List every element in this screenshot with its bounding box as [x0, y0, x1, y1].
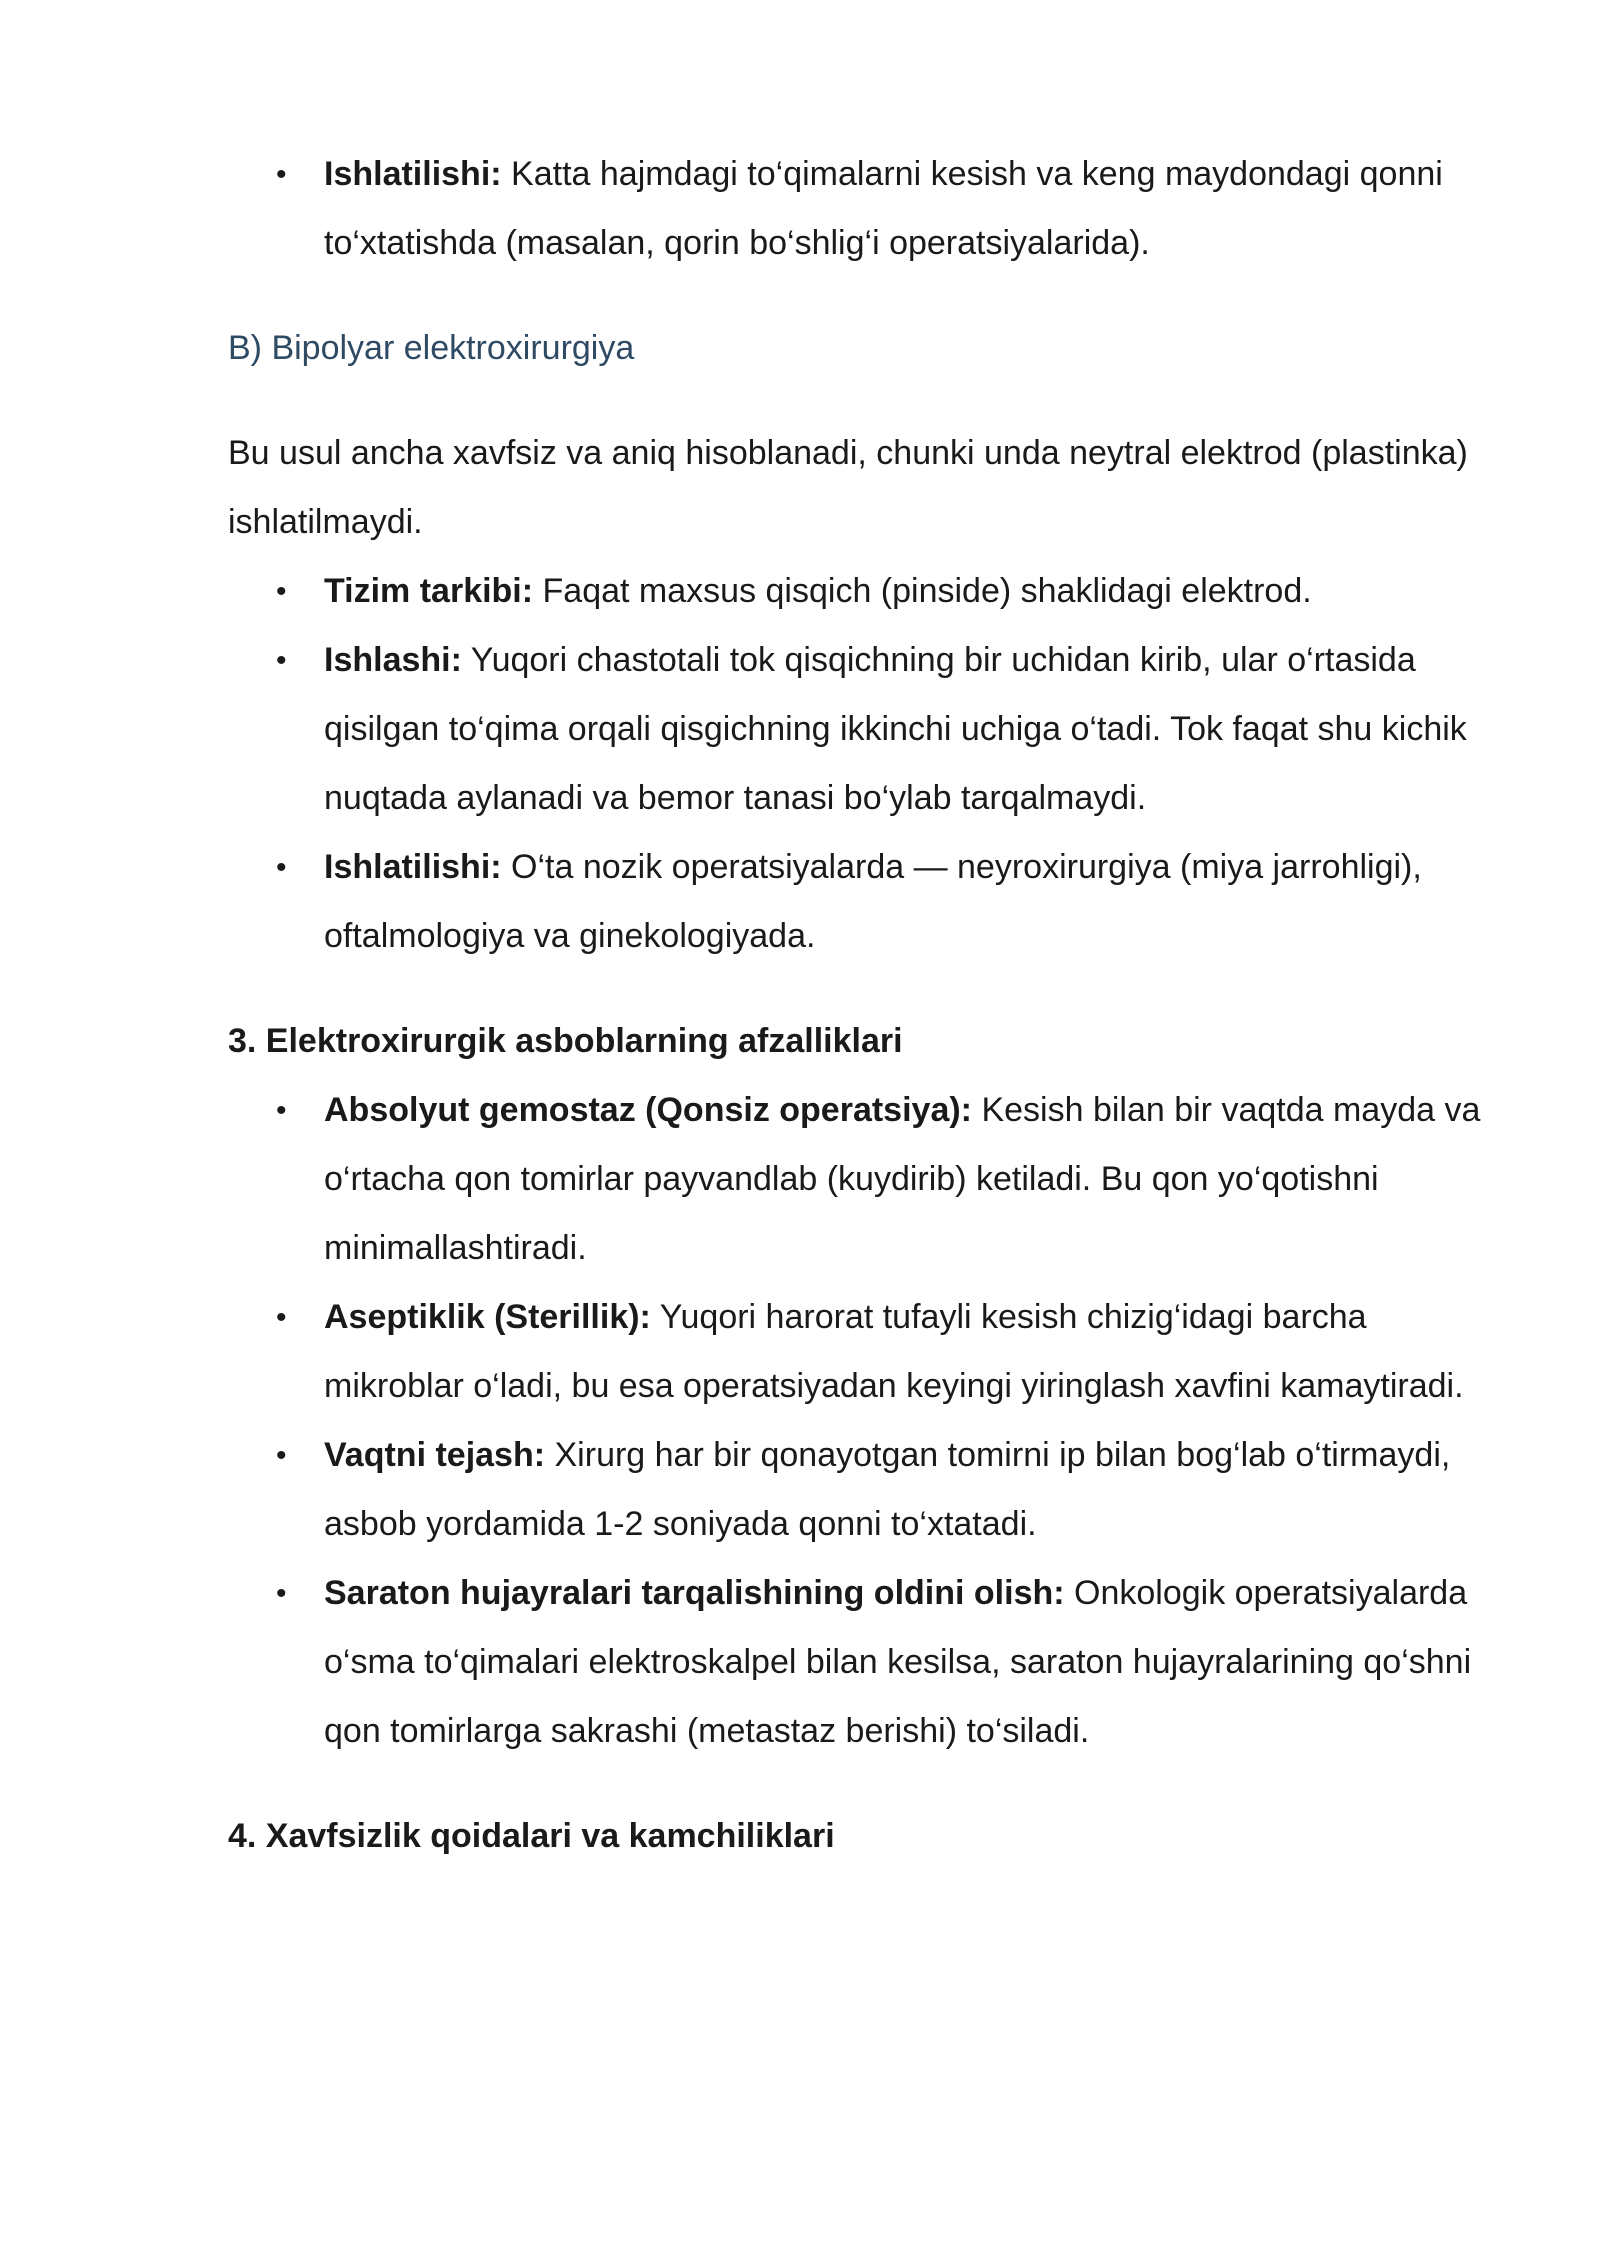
list-item	[228, 626, 1490, 833]
bullet-marker: •	[276, 1094, 287, 1127]
bullet-marker: •	[276, 851, 287, 884]
list-item-text: Katta hajmdagi to‘qimalarni kesish va keng maydondagi qonni to‘xtatishda (masalan, qorin bo‘shlig‘i operatsiyalarida).	[324, 155, 1443, 262]
subheading-bipolar: B) Bipolyar elektroxirurgiya	[228, 329, 635, 367]
list-item-term: Vaqtni tejash:	[324, 1436, 546, 1474]
bullet-marker: •	[276, 1577, 287, 1610]
list-item-text: Yuqori chastotali tok qisqichning bir uchidan kirib, ular o‘rtasida qisilgan to‘qima orqali qisgichning ikkinchi uchiga o‘tadi. Tok faqat shu kichik nuqtada aylanadi va bemor tanasi bo‘ylab tarqalmaydi.	[324, 641, 1467, 817]
bipolar-bullet-list	[228, 557, 1490, 971]
bipolar-intro-paragraph: Bu usul ancha xavfsiz va aniq hisoblanadi, chunki unda neytral elektrod (plastinka) ishlatilmaydi.	[228, 434, 1468, 541]
list-item-text: O‘ta nozik operatsiyalarda — neyroxirurgiya (miya jarrohligi), oftalmologiya va ginekologiyada.	[324, 848, 1422, 955]
bullet-marker: •	[276, 644, 287, 677]
bullet-marker: •	[276, 575, 287, 608]
list-item-term: Tizim tarkibi:	[324, 572, 534, 610]
list-item	[228, 557, 1490, 626]
list-item-term: Ishlashi:	[324, 641, 462, 679]
list-item	[228, 833, 1490, 971]
list-item-text: Yuqori harorat tufayli kesish chizig‘idagi barcha mikroblar o‘ladi, bu esa operatsiyadan keyingi yiringlash xavfini kamaytiradi.	[324, 1298, 1464, 1405]
list-item-text: Faqat maxsus qisqich (pinside) shaklidagi elektrod.	[533, 572, 1312, 610]
list-item	[228, 1421, 1490, 1559]
list-item	[228, 1283, 1490, 1421]
document-content	[228, 140, 1490, 1871]
list-item-text: Kesish bilan bir vaqtda mayda va o‘rtacha qon tomirlar payvandlab (kuydirib) ketiladi. Bu qon yo‘qotishni minimallashtiradi.	[324, 1091, 1481, 1267]
list-item-term: Ishlatilishi:	[324, 848, 502, 886]
list-item-text: Onkologik operatsiyalarda o‘sma to‘qimalari elektroskalpel bilan kesilsa, saraton hujayralarining qo‘shni qon tomirlarga sakrashi (metastaz berishi) to‘siladi.	[324, 1574, 1472, 1750]
bullet-marker: •	[276, 158, 287, 191]
list-item	[228, 140, 1490, 278]
advantages-bullet-list	[228, 1076, 1490, 1766]
section-4-heading: 4. Xavfsizlik qoidalari va kamchiliklari	[228, 1817, 835, 1855]
list-item-term: Absolyut gemostaz (Qonsiz operatsiya):	[324, 1091, 972, 1129]
list-item-term: Aseptiklik (Sterillik):	[324, 1298, 651, 1336]
top-bullet-list	[228, 140, 1490, 278]
list-item	[228, 1076, 1490, 1283]
list-item-text: Xirurg har bir qonayotgan tomirni ip bilan bog‘lab o‘tirmaydi, asbob yordamida 1-2 soniyada qonni to‘xtatadi.	[324, 1436, 1451, 1543]
list-item-term: Saraton hujayralari tarqalishining oldini olish:	[324, 1574, 1065, 1612]
bullet-marker: •	[276, 1439, 287, 1472]
list-item-term: Ishlatilishi:	[324, 155, 502, 193]
section-3-heading: 3. Elektroxirurgik asboblarning afzalliklari	[228, 1022, 903, 1060]
list-item	[228, 1559, 1490, 1766]
bullet-marker: •	[276, 1301, 287, 1334]
